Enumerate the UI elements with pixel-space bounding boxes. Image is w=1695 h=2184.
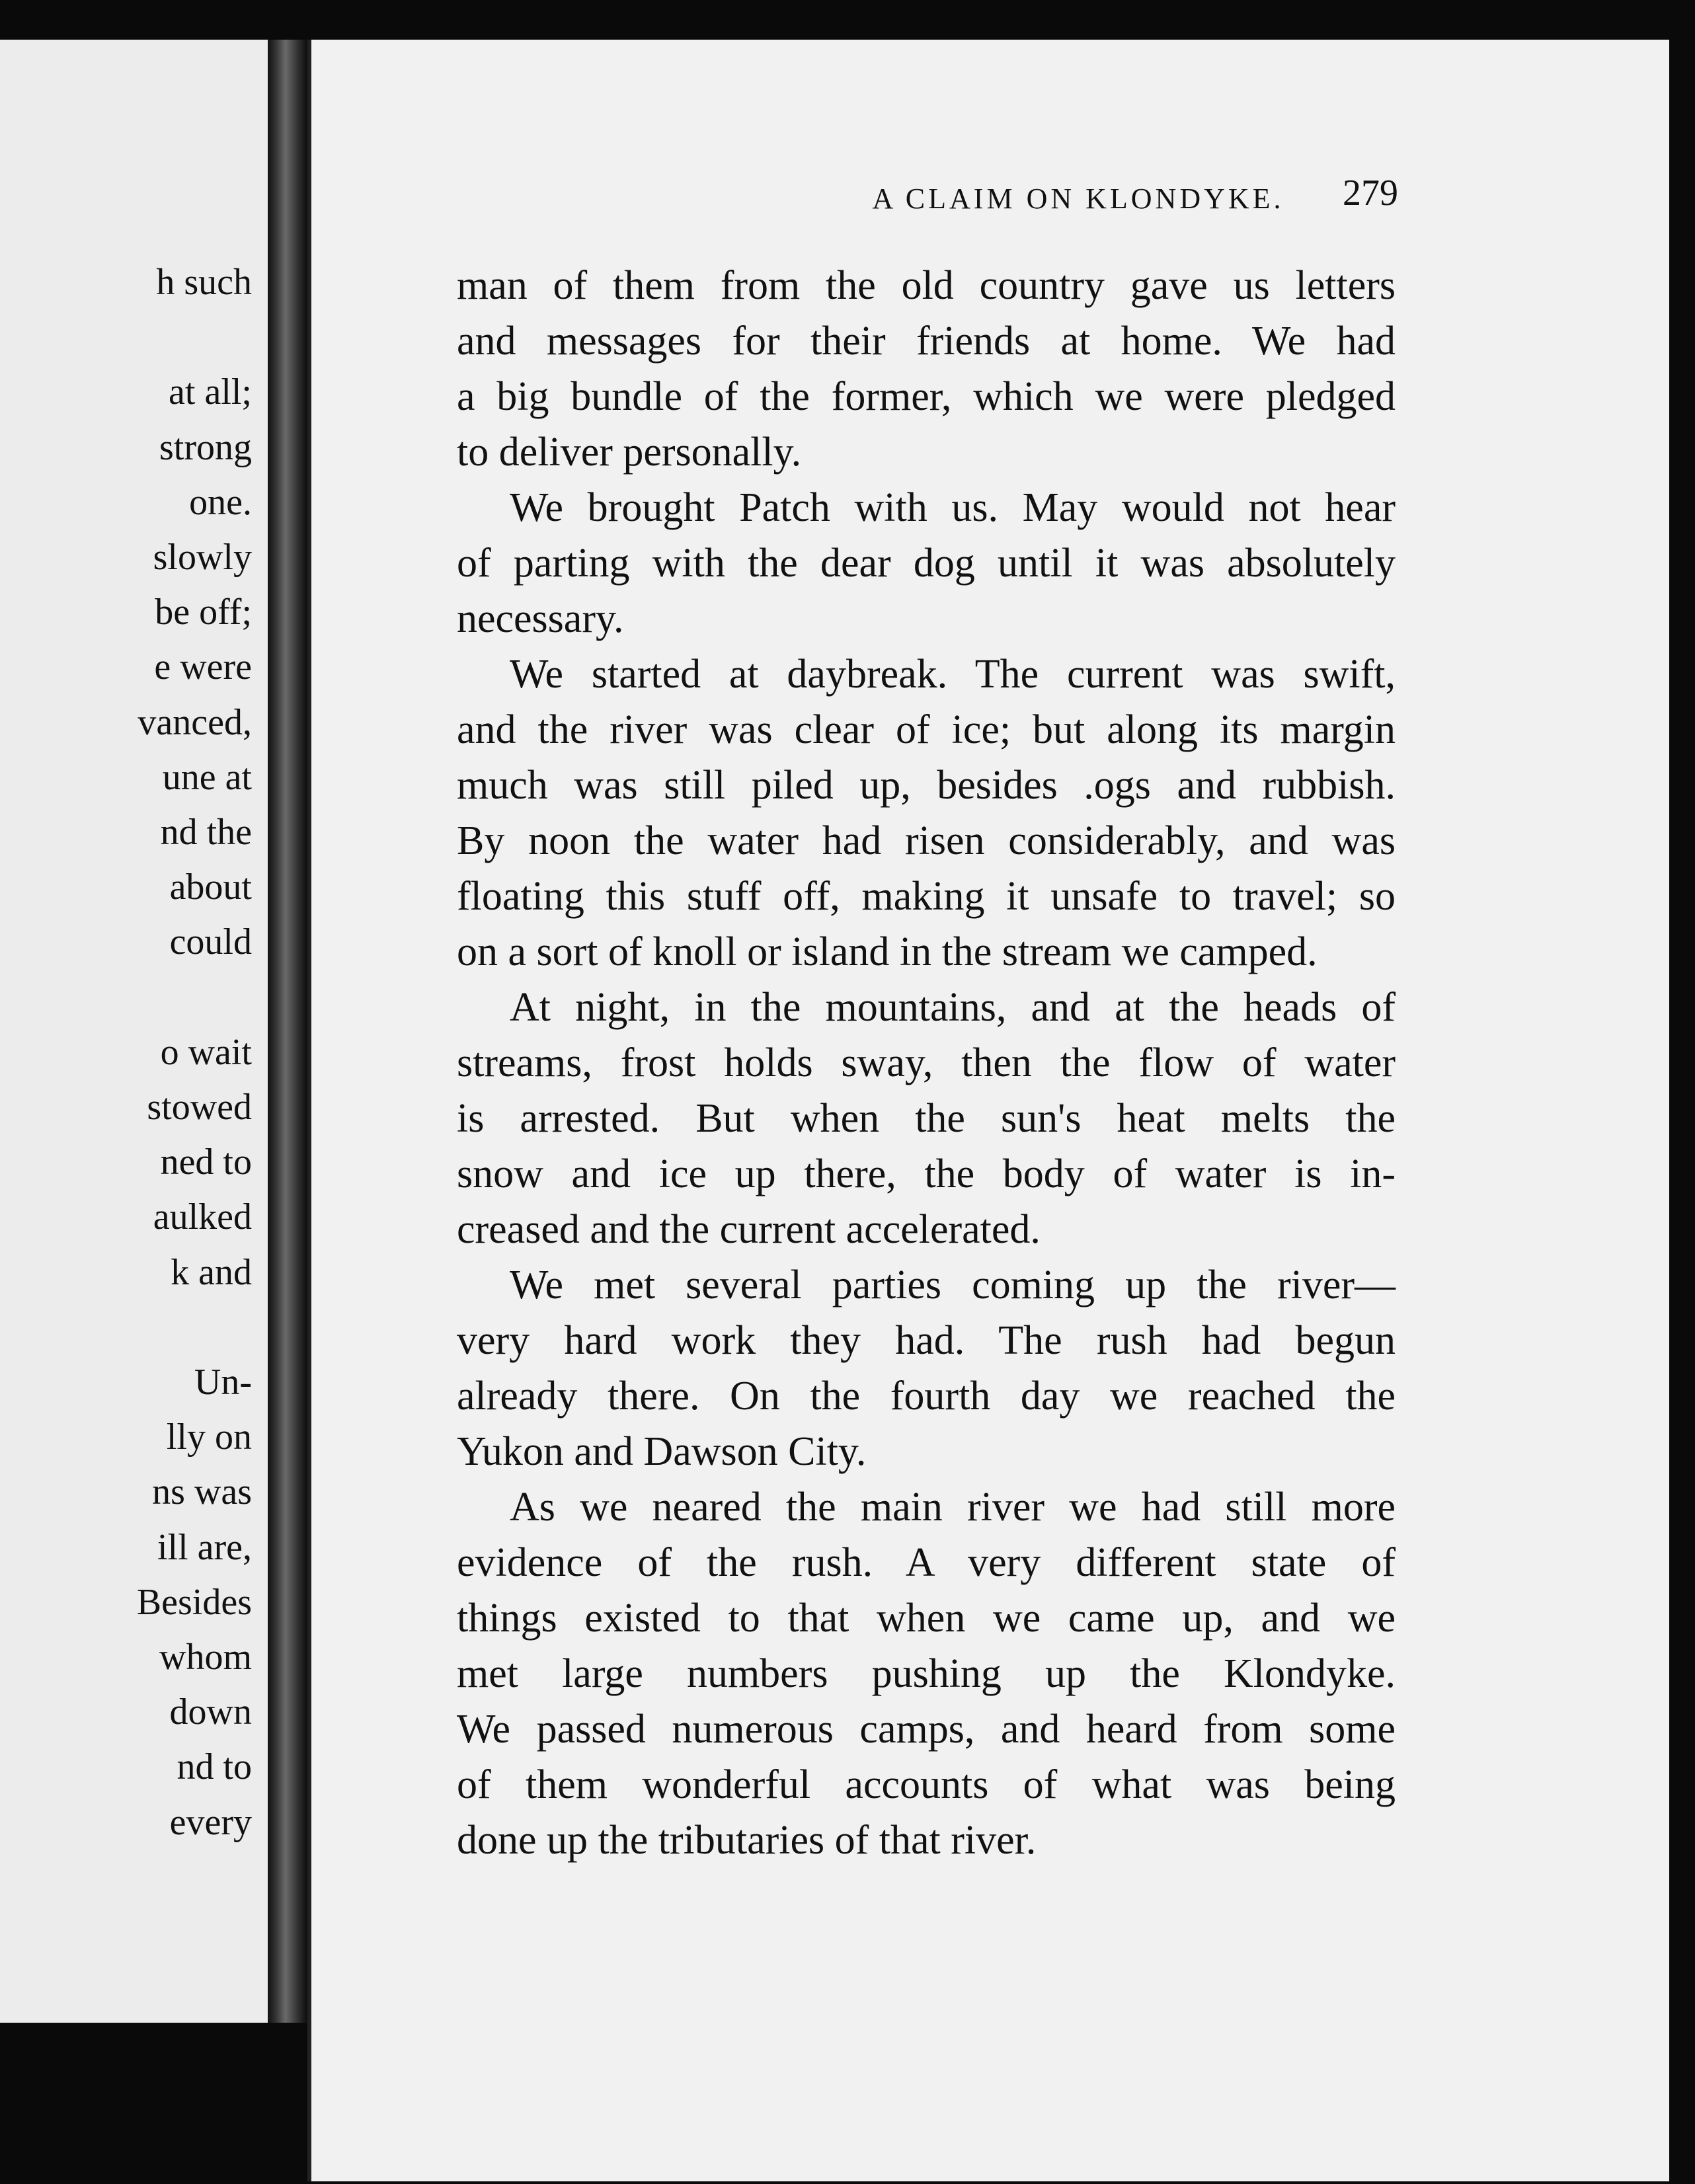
text-line: and messages for their friends at home. We had (457, 319, 1396, 364)
left-page-line: could (169, 921, 252, 963)
text-line: streams, frost holds sway, then the flow of water (457, 1040, 1396, 1085)
left-page-line: h such (156, 262, 252, 303)
scan-right-edge (1669, 0, 1695, 2184)
left-page-line: slowly (153, 537, 252, 578)
left-page-line: stowed (147, 1087, 252, 1128)
left-page-line: down (169, 1692, 252, 1733)
left-page-line: be off; (155, 592, 252, 633)
text-line: snow and ice up there, the body of water is in- (457, 1151, 1396, 1196)
left-page-line: Un- (194, 1362, 252, 1403)
text-line: floating this stuff off, making it unsafe to travel; so (457, 874, 1396, 919)
left-page-line: e were (154, 646, 252, 688)
running-head: A CLAIM ON KLONDYKE. (872, 182, 1284, 215)
left-page-line: nd to (177, 1746, 252, 1788)
text-line: already there. On the fourth day we reached the (457, 1374, 1396, 1419)
right-page (307, 40, 1669, 2181)
text-line: We brought Patch with us. May would not hear (510, 485, 1396, 530)
left-page-line: une at (162, 756, 252, 798)
text-line: We passed numerous camps, and heard from some (457, 1707, 1396, 1752)
paragraph (457, 1257, 1396, 1479)
text-line: At night, in the mountains, and at the heads of (510, 985, 1396, 1030)
left-page-line: o wait (160, 1031, 252, 1073)
text-line: of them wonderful accounts of what was being (457, 1762, 1396, 1807)
text-line: and the river was clear of ice; but along its margin (457, 707, 1396, 752)
left-page-line: Besides (136, 1581, 252, 1623)
book-gutter (268, 40, 307, 2023)
text-line: done up the tributaries of that river. (457, 1818, 1037, 1863)
text-line: We started at daybreak. The current was swift, (510, 652, 1396, 697)
text-line: to deliver personally. (457, 430, 802, 475)
text-line: on a sort of knoll or island in the stream we camped. (457, 929, 1318, 974)
text-line: evidence of the rush. A very different state of (457, 1540, 1396, 1585)
page-number: 279 (1343, 173, 1398, 214)
paragraph (457, 258, 1396, 480)
left-page-line: every (169, 1801, 252, 1843)
left-facing-page (0, 40, 268, 2023)
paragraph (457, 1479, 1396, 1868)
left-page-line: ns was (152, 1471, 252, 1513)
text-line: man of them from the old country gave us letters (457, 263, 1396, 308)
text-line: We met several parties coming up the river— (510, 1263, 1396, 1307)
body-text (457, 258, 1396, 1868)
paragraph (457, 646, 1396, 980)
text-line: of parting with the dear dog until it was absolutely (457, 541, 1396, 586)
left-page-line: lly on (166, 1417, 252, 1458)
text-line: By noon the water had risen considerably, and was (457, 818, 1396, 863)
text-line: things existed to that when we came up, and we (457, 1596, 1396, 1641)
paragraph (457, 480, 1396, 646)
left-page-line: nd the (160, 812, 252, 853)
left-page-line: at all; (169, 371, 252, 413)
left-page-line: k and (171, 1251, 252, 1293)
left-page-line: ill are, (157, 1526, 252, 1568)
text-line: As we neared the main river we had still more (510, 1485, 1396, 1530)
text-line: necessary. (457, 596, 624, 641)
left-page-line: about (169, 867, 252, 908)
text-line: a big bundle of the former, which we were pledged (457, 374, 1396, 419)
left-page-line: one. (189, 481, 252, 523)
text-line: met large numbers pushing up the Klondyke. (457, 1651, 1396, 1696)
left-page-line: ned to (160, 1142, 252, 1183)
left-page-line: strong (159, 426, 252, 468)
text-line: much was still piled up, besides .ogs and rubbish. (457, 763, 1396, 808)
text-line: creased and the current accelerated. (457, 1207, 1041, 1252)
text-line: very hard work they had. The rush had begun (457, 1318, 1396, 1363)
text-line: is arrested. But when the sun's heat melts the (457, 1096, 1396, 1141)
text-line: Yukon and Dawson City. (457, 1429, 867, 1474)
left-page-line: aulked (153, 1196, 252, 1238)
left-page-line: vanced, (138, 701, 252, 743)
left-page-line: whom (159, 1637, 252, 1678)
paragraph (457, 980, 1396, 1257)
